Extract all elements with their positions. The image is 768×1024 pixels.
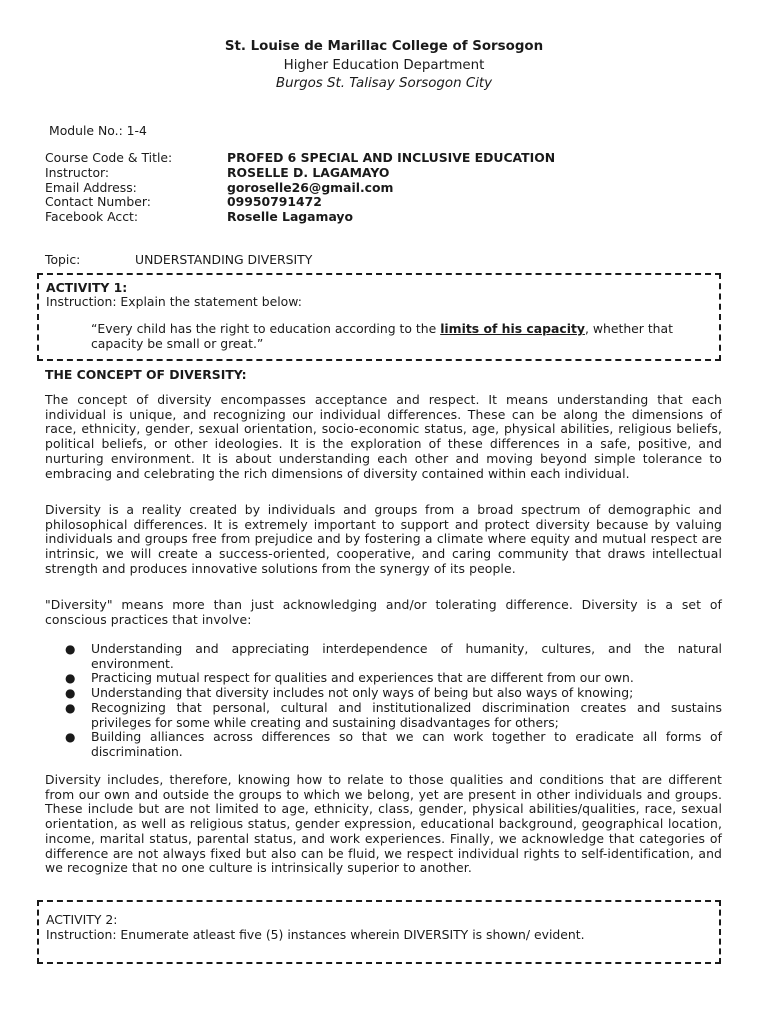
list-item-text: Practicing mutual respect for qualities and experiences that are different from our own. (91, 670, 634, 686)
activity-1-title: ACTIVITY 1: (46, 280, 128, 295)
facebook-value: Roselle Lagamayo (227, 209, 354, 225)
bullet-icon: ● (65, 671, 76, 686)
activity-2-title: ACTIVITY 2: (46, 912, 118, 927)
list-item-text: Recognizing that personal, cultural and institutionalized discrimination creates and sustains privileges for some while creating and sustaining disadvantages for others; (91, 699, 722, 730)
email-value: goroselle26@gmail.com (227, 179, 394, 195)
instructor-value: ROSELLE D. LAGAMAYO (227, 164, 390, 180)
list-item (45, 671, 722, 686)
facebook-label: Facebook Acct: (45, 209, 139, 225)
institution-address: Burgos St. Talisay Sorsogon City (275, 76, 493, 91)
contact-label: Contact Number: (45, 194, 151, 210)
paragraph-3: "Diversity" means more than just acknowledging and/or tolerating difference. Diversity is a set of conscious practices that involve: (45, 597, 722, 627)
bullet-icon: ● (65, 642, 76, 656)
topic (45, 252, 313, 267)
quote-text-end: , whether that capacity be small or great.” (91, 321, 673, 351)
activity-1-quote (91, 322, 711, 352)
list-item (45, 642, 722, 671)
course-title-label: Course Code & Title: (45, 150, 173, 165)
list-item-text: Understanding that diversity includes not only ways of being but also ways of knowing; (91, 685, 634, 701)
module-number: Module No.: 1-4 (49, 123, 147, 138)
list-item (45, 686, 722, 701)
course-title-value: PROFED 6 SPECIAL AND INCLUSIVE EDUCATION (227, 150, 556, 165)
department-name: Higher Education Department (283, 58, 485, 73)
list-item-text: Understanding and appreciating interdependence of humanity, cultures, and the natural environment. (91, 641, 722, 671)
topic-value: UNDERSTANDING DIVERSITY (135, 252, 313, 267)
quote-text-start: “Every child has the right to education according to the (91, 321, 441, 336)
list-item-text: Building alliances across differences so that we can work together to eradicate all forms of discrimination. (91, 729, 722, 759)
activity-1-box (37, 273, 721, 361)
activity-1-instruction: Instruction: Explain the statement below: (46, 294, 302, 309)
institution-name: St. Louise de Marillac College of Sorsogon (224, 39, 544, 54)
paragraph-2: Diversity is a reality created by individuals and groups from a broad spectrum of demographic and philosophical differences. It is extremely important to support and protect diversity because by valuing individuals and groups free from prejudice and by fostering a climate where equity and mutual respect are intrinsic, we will create a success-oriented, cooperative, and caring community that draws intellectual strength and produces innovative solutions from the synergy of its people. (45, 502, 722, 576)
bullet-icon: ● (65, 686, 76, 701)
list-item (45, 730, 722, 759)
contact-value: 09950791472 (227, 194, 322, 210)
instructor-label: Instructor: (45, 164, 110, 180)
bullet-icon: ● (65, 730, 76, 745)
quote-emphasis: limits of his capacity (440, 321, 585, 336)
paragraph-closing: Diversity includes, therefore, knowing how to relate to those qualities and conditions that are different from our own and outside the groups to which we belong, yet are present in other individuals and groups. These include but are not limited to age, ethnicity, class, gender, physical abilities/qualities, race, sexual orientation, as well as religious status, gender expression, educational background, geographical location, income, marital status, parental status, and work experiences. Finally, we acknowledge that categories of difference are not always fixed but also can be fluid, we respect individual rights to self-identification, and we recognize that no one culture is intrinsically superior to another. (45, 772, 722, 876)
section-title: THE CONCEPT OF DIVERSITY: (45, 367, 247, 382)
practices-list (45, 642, 722, 760)
email-label: Email Address: (45, 179, 137, 195)
topic-label: Topic: (45, 252, 81, 267)
bullet-icon: ● (65, 700, 76, 715)
paragraph-1: The concept of diversity encompasses acceptance and respect. It means understanding that each individual is unique, and recognizing our individual differences. These can be along the dimensions of race, ethnicity, gender, sexual orientation, socio-economic status, age, physical abilities, religious beliefs, political beliefs, or other ideologies. It is the exploration of these differences in a safe, positive, and nurturing environment. It is about understanding each other and moving beyond simple tolerance to embracing and celebrating the rich dimensions of diversity contained within each individual. (45, 392, 722, 481)
activity-2-box (37, 900, 721, 964)
list-item (45, 701, 722, 730)
activity-2-instruction: Instruction: Enumerate atleast five (5) instances wherein DIVERSITY is shown/ evident. (46, 927, 585, 942)
